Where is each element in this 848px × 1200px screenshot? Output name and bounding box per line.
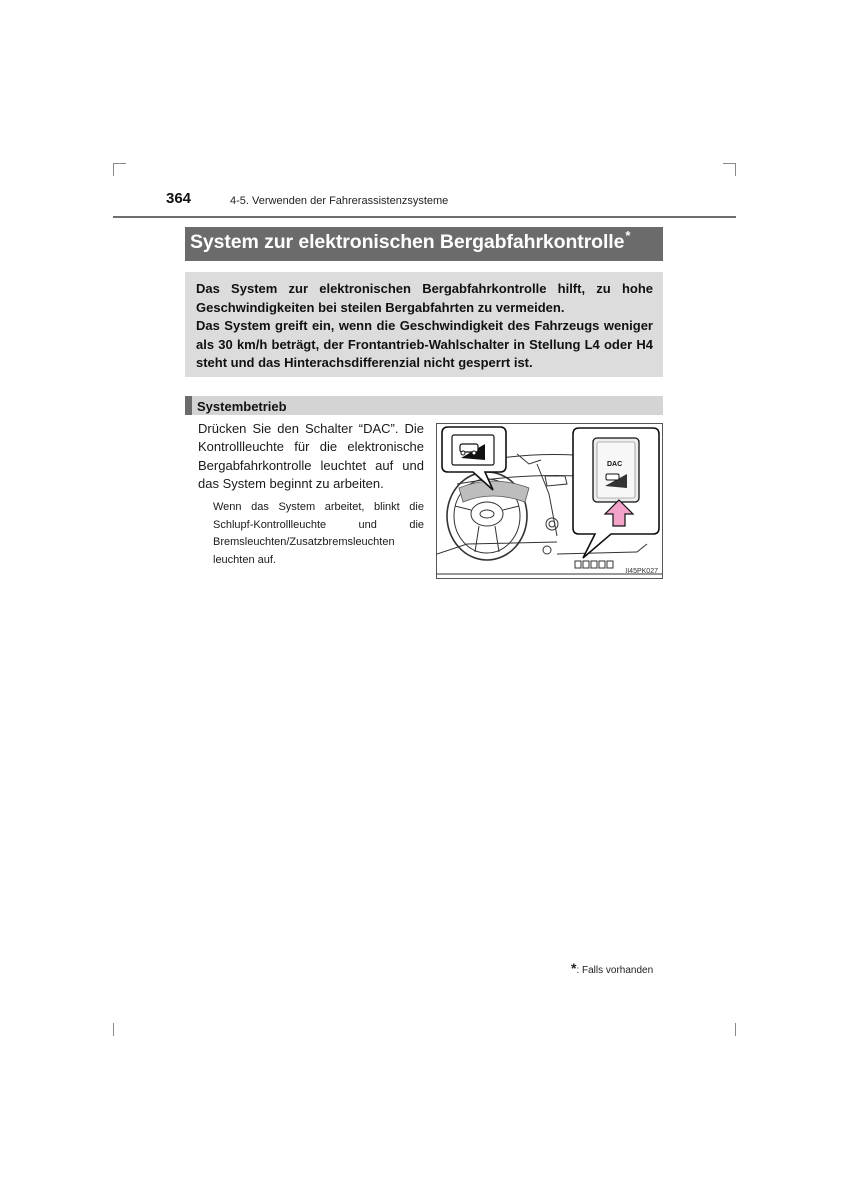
footnote [571,960,653,976]
crop-mark-top-left-v [113,163,114,176]
title-footnote-marker: * [625,228,631,243]
footnote-text: : Falls vorhanden [576,965,654,976]
subsection-heading: Systembetrieb [185,396,663,415]
dac-button-label: DAC [607,461,623,468]
intro-paragraph-1: Das System zur elektronischen Bergabfahrkontrolle hilft, zu hohe Geschwindigkeiten bei steilen Bergabfahrten zu vermeiden. [196,281,653,315]
chapter-heading: 4-5. Verwenden der Fahrerassistenzsysteme [230,195,449,207]
crop-mark-bottom-right [735,1023,736,1036]
crop-mark-bottom-left [113,1023,114,1036]
footnote-marker: * [571,960,577,976]
dashboard-illustration [436,423,663,579]
page-number: 364 [166,190,192,207]
instruction-note: Wenn das System arbeitet, blinkt die Schlupf-Kontrollleuchte und die Bremsleuchten/Zusatzbremsleuchten leuchten auf. [213,501,424,566]
dashboard-drawing [437,424,663,579]
header-rule [113,216,736,218]
crop-mark-top-right-v [735,163,736,176]
instruction-text: Drücken Sie den Schalter “DAC”. Die Kontrollleuchte für die elektronische Bergabfahrkontrolle leuchtet auf und das System beginnt zu arbeiten. [198,421,424,491]
crop-mark-top-left-h [113,163,126,164]
section-title-bar [185,227,663,261]
intro-paragraph-2: Das System greift ein, wenn die Geschwindigkeit des Fahrzeugs weniger als 30 km/h beträgt, der Frontantrieb-Wahlschalter in Stellung L4 oder H4 steht und das Hinterachsdifferenzial nicht gesperrt ist. [196,318,653,370]
section-title: System zur elektronischen Bergabfahrkontrolle [190,231,625,253]
figure-code: II45PK027 [625,568,658,575]
intro-box [185,272,663,377]
